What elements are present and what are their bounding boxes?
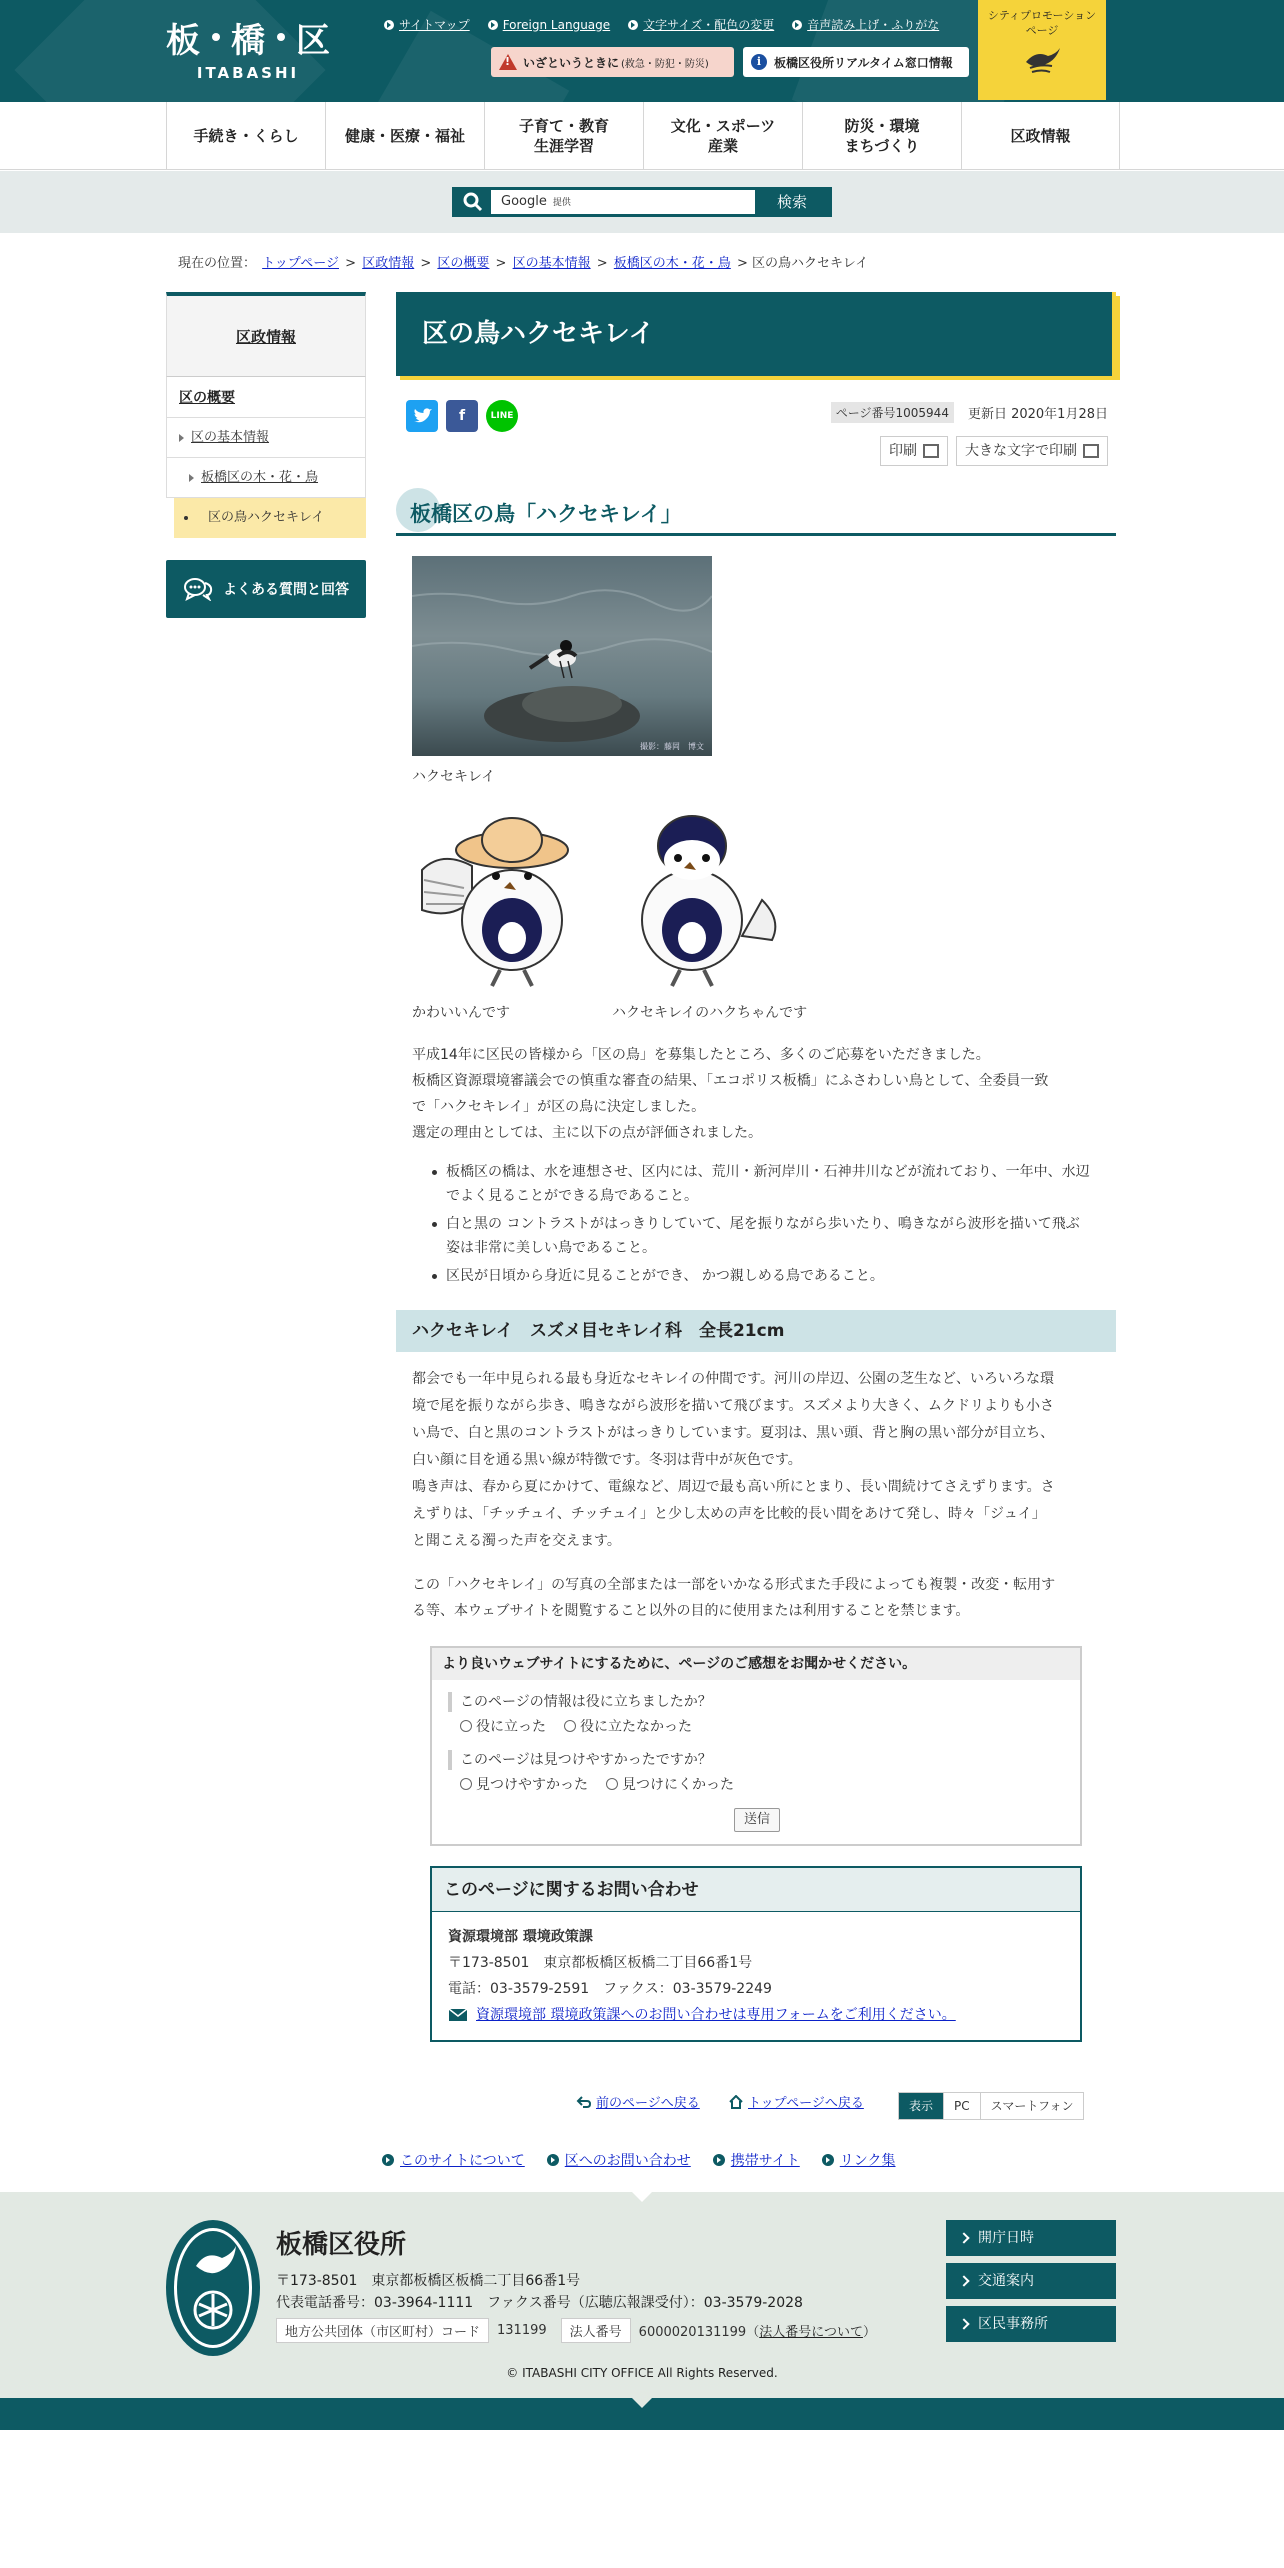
- home-icon: [728, 2095, 744, 2109]
- line-icon[interactable]: LINE: [486, 400, 518, 432]
- sidebar-item-tree-flower-bird[interactable]: 板橋区の木・花・鳥: [166, 458, 366, 498]
- breadcrumb-link[interactable]: トップページ: [262, 256, 339, 271]
- bird-icon: [1022, 44, 1062, 76]
- feedback-survey: より良いウェブサイトにするために、ページのご感想をお聞かせください。 このページの情報は役に立ちましたか？ 役に立った 役に立たなかった このページは見つけやすかったですか？ 見つけやすかった 見つけにくかった 送信: [430, 1646, 1082, 1846]
- footer-buttons: [946, 2220, 1116, 2349]
- nav-childcare[interactable]: 子育て・教育 生涯学習: [484, 102, 643, 170]
- city-crest-logo: [166, 2220, 260, 2356]
- footer-link-inquiry[interactable]: 区へのお問い合わせ: [547, 2150, 691, 2170]
- branch-offices-button[interactable]: 区民事務所: [946, 2306, 1116, 2342]
- warning-icon: [499, 54, 517, 70]
- nav-procedures[interactable]: 手続き・くらし: [166, 102, 325, 170]
- description-text: 都会でも一年中見られる最も身近なセキレイの仲間です。河川の岸辺、公園の芝生など、いろいろな環 境で尾を振りながら歩き、鳴きながら波形を描いて飛びます。スズメより大きく、ムクドリよりも小さ い鳥で、白と黒のコントラストがはっきりしています。夏羽は、黒い頭、背と胸の黒い部分が目立ち、 白い顔に目を通る黒い線が特徴です。冬羽は背中が灰色です。 鳴き声は、春から夏にかけて、電線など、周辺で最も高い所にとまり、長い間続けてさえずります。さ えずりは、「チッチュイ、チッチュイ」と少し太めの声を比較的長い間をあけて発し、時々「ジュイ」 と聞こえる濁った声を交えます。: [412, 1371, 1055, 1549]
- utility-links: [384, 16, 939, 33]
- print-buttons: [880, 436, 1108, 466]
- arrow-icon: [384, 20, 394, 30]
- arrow-icon: [547, 2154, 559, 2166]
- view-label: 表示: [899, 2093, 943, 2119]
- contact-department: 資源環境部 環境政策課: [448, 1929, 593, 1945]
- office-hours-button[interactable]: 開庁日時: [946, 2220, 1116, 2256]
- footer-link-about[interactable]: このサイトについて: [382, 2150, 525, 2170]
- page-title: 区の鳥ハクセキレイ: [396, 292, 1116, 376]
- contact-phone: 電話：03-3579-2591 ファクス：03-3579-2249: [448, 1981, 772, 1997]
- arrow-icon: [628, 20, 638, 30]
- social-share: [406, 400, 518, 432]
- chat-icon: [183, 577, 213, 601]
- footer-codes: 地方公共団体（市区町村）コード 131199 法人番号 6000020131199（法人番号について）: [276, 2318, 876, 2343]
- radio-easy-to-find[interactable]: 見つけやすかった: [460, 1774, 588, 1794]
- view-pc-button[interactable]: PC: [943, 2093, 980, 2119]
- nav-health[interactable]: 健康・医療・福祉: [325, 102, 484, 170]
- intro-text: 平成14年に区民の皆様から「区の鳥」を募集したところ、多くのご応募をいただきました。 板橋区資源環境審議会での慎重な審査の結果、「エコポリス板橋」にふさわしい鳥として、全委員一致 で「ハクセキレイ」が区の鳥に決定しました。 選定の理由としては、主に以下の点が評価されました。: [412, 1047, 1049, 1141]
- breadcrumb-link[interactable]: 区の基本情報: [512, 256, 591, 271]
- contact-form-link[interactable]: 資源環境部 環境政策課へのお問い合わせは専用フォームをご利用ください。: [476, 2007, 956, 2023]
- realtime-info-button[interactable]: i 板橋区役所リアルタイム窓口情報: [743, 47, 969, 77]
- section-heading: 板橋区の鳥「ハクセキレイ」: [396, 488, 1116, 536]
- search-form: [452, 187, 832, 217]
- list-item: 区民が日頃から身近に見ることができ、 かつ親しめる鳥であること。: [432, 1264, 1092, 1288]
- footer-address: 〒173-8501 東京都板橋区板橋二丁目66番1号 代表電話番号：03-3964-1111 ファクス番号（広聴広報課受付）：03-3579-2028: [276, 2273, 803, 2311]
- radio-helpful[interactable]: 役に立った: [460, 1716, 546, 1736]
- mail-icon: [448, 2008, 468, 2022]
- back-link[interactable]: 前のページへ戻る: [576, 2092, 700, 2111]
- site-logo[interactable]: 板 橋 区 ITABASHI: [166, 20, 330, 82]
- nav-government[interactable]: 区政情報: [961, 102, 1120, 170]
- contact-address: 〒173-8501 東京都板橋区板橋二丁目66番1号: [448, 1955, 753, 1971]
- footer-link-links[interactable]: リンク集: [822, 2150, 896, 2170]
- breadcrumb-current: 区の鳥ハクセキレイ: [752, 256, 869, 271]
- footer-link-mobile[interactable]: 携帯サイト: [713, 2150, 800, 2170]
- arrow-icon: [382, 2154, 394, 2166]
- footer-org-name: 板橋区役所: [276, 2230, 407, 2260]
- city-promotion-button[interactable]: シティプロモーション ページ: [978, 0, 1106, 100]
- sidebar: [166, 292, 366, 538]
- print-large-button[interactable]: 大きな文字で印刷: [956, 436, 1108, 466]
- page-meta: [831, 402, 1108, 423]
- arrow-icon: [792, 20, 802, 30]
- breadcrumb-link[interactable]: 区の概要: [437, 256, 490, 271]
- list-item: 板橋区の橋は、水を連想させ、区内には、荒川・新河岸川・石神井川などが流れており、一年中、水辺でよく見ることができる鳥であること。: [432, 1160, 1092, 1208]
- print-button[interactable]: 印刷: [880, 436, 948, 466]
- faq-button[interactable]: よくある質問と回答: [166, 560, 366, 618]
- search-area: [0, 171, 1284, 233]
- footer-links: [382, 2150, 896, 2170]
- copyright-note: この「ハクセキレイ」の写真の全部または一部をいかなる形式また手段によっても複製・改変・転用す る等、本ウェブサイトを閲覧すること以外の目的に使用または利用することを禁じます。: [412, 1577, 1056, 1619]
- contact-box: このページに関するお問い合わせ 資源環境部 環境政策課 〒173-8501 東京都板橋区板橋二丁目66番1号 電話：03-3579-2591 ファクス：03-3579-2249 資源環境部 環境政策課へのお問い合わせは専用フォームをご利用ください。: [430, 1866, 1082, 2042]
- top-page-link[interactable]: トップページへ戻る: [728, 2092, 864, 2111]
- nav-disaster[interactable]: 防災・環境 まちづくり: [802, 102, 961, 170]
- facebook-icon[interactable]: f: [446, 400, 478, 432]
- breadcrumb: 現在の位置： トップページ > 区政情報 > 区の概要 > 区の基本情報 > 板橋区の木・花・鳥 > 区の鳥ハクセキレイ: [178, 256, 869, 271]
- arrow-icon: [488, 20, 498, 30]
- page-number: ページ番号1005944: [831, 402, 954, 423]
- copyright: © ITABASHI CITY OFFICE All Rights Reserved.: [506, 2366, 778, 2380]
- breadcrumb-link[interactable]: 区政情報: [362, 256, 415, 271]
- sidebar-item-current: 区の鳥ハクセキレイ: [174, 498, 366, 538]
- arrow-icon: [822, 2154, 834, 2166]
- site-footer: [0, 2192, 1284, 2398]
- photo-caption: ハクセキレイ: [412, 769, 496, 785]
- sidebar-item-basic-info[interactable]: 区の基本情報: [166, 418, 366, 458]
- arrow-icon: [713, 2154, 725, 2166]
- character-caption-2: ハクセキレイのハクちゃんです: [612, 1005, 808, 1021]
- radio-not-helpful[interactable]: 役に立たなかった: [564, 1716, 692, 1736]
- back-arrow-icon: [576, 2095, 592, 2109]
- sidebar-head-link[interactable]: 区政情報: [235, 327, 296, 346]
- character-with-hat: [412, 810, 592, 990]
- view-switch: [898, 2092, 1084, 2120]
- list-item: 白と黒の コントラストがはっきりしていて、尾を振りながら歩いたり、鳴きながら波形を描いて飛ぶ姿は非常に美しい鳥であること。: [432, 1212, 1092, 1260]
- radio-hard-to-find[interactable]: 見つけにくかった: [606, 1774, 734, 1794]
- reasons-list: [432, 1160, 1092, 1292]
- photo-credit: 撮影：藤岡 博文: [640, 742, 704, 751]
- text-size-color-link[interactable]: 文字サイズ・配色の変更: [628, 16, 774, 33]
- character-hakuchan: [612, 810, 792, 990]
- global-nav: [0, 102, 1284, 170]
- submit-button[interactable]: 送信: [734, 1808, 780, 1832]
- printer-icon: [1083, 444, 1099, 458]
- emergency-button[interactable]: ! いざというときに (救急・防犯・防災): [491, 47, 734, 77]
- subsection-heading: ハクセキレイ スズメ目セキレイ科 全長21cm: [396, 1310, 1116, 1352]
- updated-date: 更新日 2020年1月28日: [967, 407, 1108, 422]
- twitter-icon[interactable]: [406, 400, 438, 432]
- sidebar-head: [166, 292, 366, 376]
- info-icon: i: [751, 54, 767, 70]
- sitemap-link[interactable]: サイトマップ: [384, 16, 470, 33]
- corp-number-link[interactable]: 法人番号について: [759, 2325, 863, 2340]
- sidebar-item-overview[interactable]: 区の概要: [166, 376, 366, 418]
- main-content: [396, 292, 1116, 2023]
- breadcrumb-link[interactable]: 板橋区の木・花・鳥: [613, 256, 731, 271]
- search-icon: [455, 190, 491, 214]
- search-button[interactable]: 検索: [755, 190, 829, 214]
- access-button[interactable]: 交通案内: [946, 2263, 1116, 2299]
- printer-icon: [923, 444, 939, 458]
- foreign-language-link[interactable]: Foreign Language: [488, 16, 610, 33]
- wagtail-photo: [412, 556, 712, 756]
- voice-reading-link[interactable]: 音声読み上げ・ふりがな: [792, 16, 939, 33]
- search-input[interactable]: Google 提供: [501, 194, 571, 209]
- nav-culture[interactable]: 文化・スポーツ 産業: [643, 102, 802, 170]
- character-caption-1: かわいいんです: [412, 1005, 510, 1021]
- footer-bar: [0, 2398, 1284, 2430]
- view-smartphone-button[interactable]: スマートフォン: [980, 2093, 1084, 2119]
